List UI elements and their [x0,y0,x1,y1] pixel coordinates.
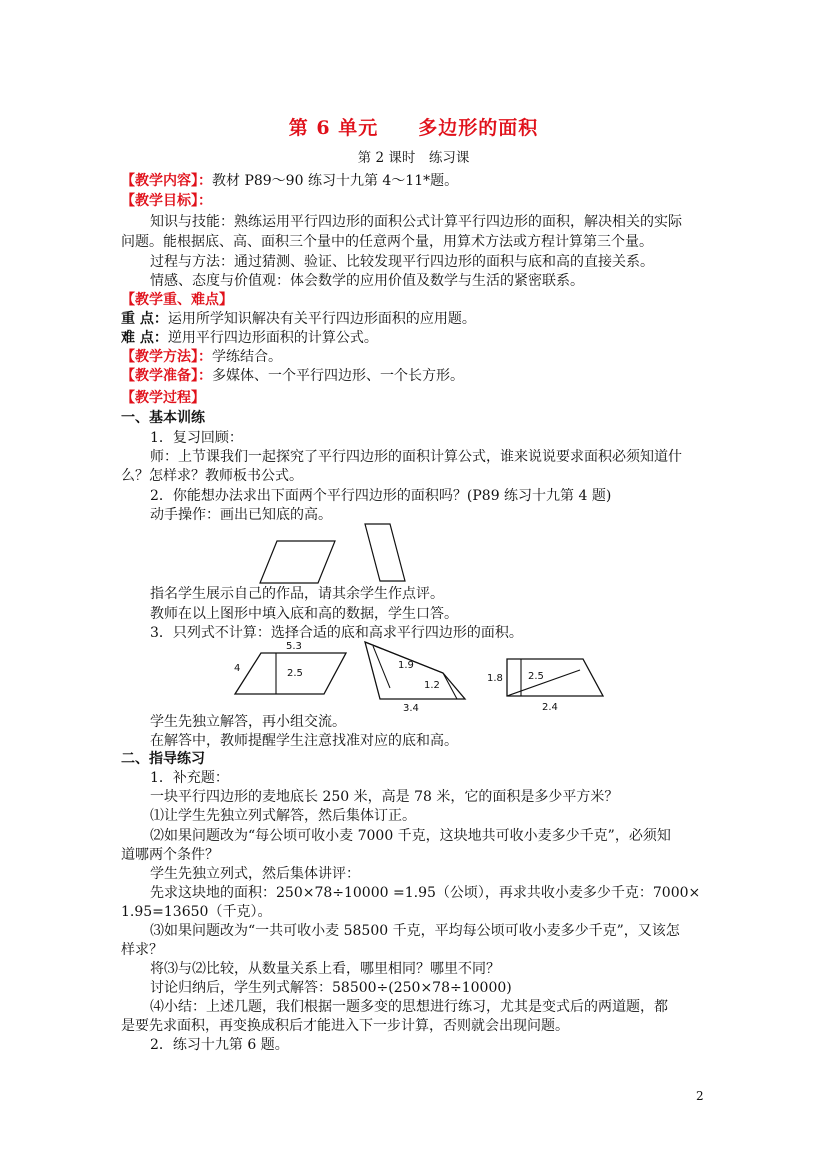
figure-1 [234,641,346,694]
content-line [121,172,458,190]
part1-line: 么？怎样求？教师板书公式。 [121,468,303,484]
part2-line: 是要先求面积，再变换成积后才能进入下一步计算，否则就会出现问题。 [121,1018,569,1034]
fig3-inner-label: 2.5 [528,671,544,682]
page-subtitle: 第 2 课时 练习课 [357,150,470,166]
fig1-inner-label: 2.5 [287,668,303,679]
part2-line: 样求？ [121,942,163,958]
key-point-text: 运用所学知识解决有关平行四边形面积的应用题。 [167,311,476,327]
figure-2 [365,642,465,714]
part2-line: 1．补充题： [150,770,229,786]
fig3-bottom-label: 2.4 [542,702,558,713]
page-title: 第 6 单元 多边形的面积 [288,117,539,139]
content-label: 【教学内容】： [121,173,212,189]
method-line [121,348,282,366]
prep-label: 【教学准备】： [121,368,212,384]
goal-2: 过程与方法：通过猜测、验证、比较发现平行四边形的面积与底和高的直接关系。 [150,254,654,270]
goal-1b: 问题。能根据底、高、面积三个量中的任意两个量，用算术方法或方程计算第三个量。 [121,234,653,250]
key-point-line [121,310,476,328]
part1-line: 3．只列式不计算：选择合适的底和高求平行四边形的面积。 [150,625,523,641]
part2-line: ⑷小结：上述几题，我们根据一题多变的思想进行练习，尤其是变式后的两道题，都 [150,999,668,1015]
part2-line: 道哪两个条件？ [121,847,219,863]
part2-line: ⑵如果问题改为“每公顷可收小麦 7000 千克，这块地共可收小麦多少千克”，必须知 [150,828,671,844]
part1-line: 学生先独立解答，再小组交流。 [150,714,346,730]
part2-line: 讨论归纳后，学生列式解答：58500÷(250×78÷10000) [150,980,512,996]
fig1-left-label: 4 [234,663,241,674]
key-point-label: 重 点： [121,311,168,327]
difficult-text: 逆用平行四边形面积的计算公式。 [167,330,378,346]
difficult-line [121,329,378,347]
part1-line: 指名学生展示自己的作品，请其余学生作点评。 [150,586,444,602]
method-label: 【教学方法】： [121,349,212,365]
part1-line: 教师在以上图形中填入底和高的数据，学生口答。 [150,606,458,622]
parallelogram-a [260,541,335,583]
part1-line: 师：上节课我们一起探究了平行四边形的面积计算公式，谁来说说要求面积必须知道什 [150,449,682,465]
method-text: 学练结合。 [212,349,282,365]
prep-text: 多媒体、一个平行四边形、一个长方形。 [212,368,464,384]
fig1-top-label: 5.3 [286,641,302,652]
parallelogram-figures-1 [255,520,425,586]
fig2-bottom-label: 3.4 [403,703,419,714]
part2-line: 先求这块地的面积：250×78÷10000 =1.95（公顷），再求共收小麦多少千克：7000× [150,885,701,901]
key-label: 【教学重、难点】 [121,292,233,308]
content-text: 教材 P89～90 练习十九第 4～11*题。 [212,173,459,189]
part1-line: 动手操作：画出已知底的高。 [150,507,332,523]
part1-heading: 一、基本训练 [121,410,205,426]
goal-3: 情感、态度与价值观：体会数学的应用价值及数学与生活的紧密联系。 [150,273,584,289]
part2-line: 2．练习十九第 6 题。 [150,1037,289,1053]
figure-3 [487,659,603,713]
part2-line: 一块平行四边形的麦地底长 250 米，高是 78 米，它的面积是多少平方米？ [150,789,619,805]
parallelogram-figures-2 [225,636,715,718]
part2-line: ⑴让学生先独立列式解答，然后集体订正。 [150,808,416,824]
part2-line: 1.95=13650（千克）。 [121,904,272,920]
goal-1a: 知识与技能：熟练运用平行四边形的面积公式计算平行四边形的面积，解决相关的实际 [150,214,682,230]
difficult-label: 难 点： [121,330,168,346]
part1-line: 2．你能想办法求出下面两个平行四边形的面积吗？(P89 练习十九第 4 题) [150,488,612,504]
fig2-inner1-label: 1.9 [398,660,414,671]
fig3-left-label: 1.8 [487,673,503,684]
part2-line: ⑶如果问题改为“一共可收小麦 58500 千克，平均每公顷可收小麦多少千克”，又该怎 [150,923,680,939]
part2-heading: 二、指导练习 [121,751,205,767]
part2-line: 将⑶与⑵比较，从数量关系上看，哪里相同？哪里不同？ [150,961,500,977]
parallelogram-b [365,524,405,581]
goal-label: 【教学目标】： [121,193,212,209]
part1-line: 在解答中，教师提醒学生注意找准对应的底和高。 [150,733,458,749]
process-label: 【教学过程】 [121,390,205,406]
part2-line: 学生先独立列式，然后集体讲评： [150,866,360,882]
part1-line: 1．复习回顾： [150,430,243,446]
fig2-inner2-label: 1.2 [424,680,440,691]
prep-line [121,367,464,385]
page-number: 2 [696,1089,704,1103]
